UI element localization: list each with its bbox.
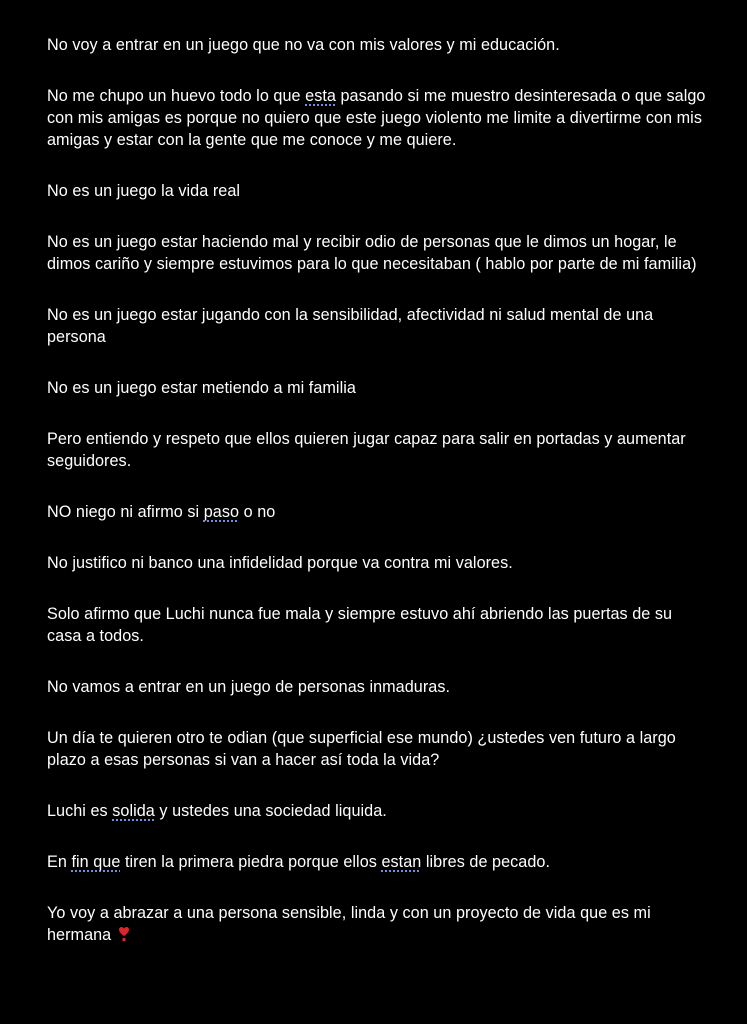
paragraph-text: No voy a entrar en un juego que no va con mis valores y mi educación. <box>47 36 560 54</box>
paragraph <box>47 428 707 472</box>
spellcheck-flagged-word: fin que <box>71 853 121 871</box>
paragraph-text: o no <box>239 503 276 521</box>
paragraph-text: No es un juego la vida real <box>47 182 241 200</box>
paragraph-text: No es un juego estar metiendo a mi familia <box>47 379 356 397</box>
paragraph-text: No es un juego estar haciendo mal y recibir odio de personas que le dimos un hogar, le dimos cariño y siempre estuvimos para lo que necesitaban ( hablo por parte de mi familia) <box>47 233 697 273</box>
paragraph <box>47 603 707 647</box>
paragraph <box>47 34 707 56</box>
paragraph <box>47 377 707 399</box>
paragraph-text: Pero entiendo y respeto que ellos quieren jugar capaz para salir en portadas y aumentar seguidores. <box>47 430 686 470</box>
paragraph <box>47 501 707 523</box>
paragraph-text: No me chupo un huevo todo lo que <box>47 87 306 105</box>
spellcheck-flagged-word: paso <box>203 503 240 521</box>
paragraph-text: No es un juego estar jugando con la sensibilidad, afectividad ni salud mental de una persona <box>47 306 654 346</box>
paragraph <box>47 727 707 771</box>
paragraph <box>47 851 707 873</box>
spellcheck-flagged-word: esta <box>305 87 336 105</box>
paragraph <box>47 304 707 348</box>
paragraph-text: libres de pecado. <box>421 853 550 871</box>
paragraph <box>47 552 707 574</box>
paragraph <box>47 676 707 698</box>
paragraph-text: NO niego ni afirmo si <box>47 503 204 521</box>
paragraph <box>47 85 707 151</box>
paragraph-text: pasando si me muestro desinteresada o que salgo con mis amigas es porque no quiero que este juego violento me limite a divertirme con mis amigas y estar con la gente que me conoce y me quiere. <box>47 87 706 149</box>
document-body <box>47 34 707 975</box>
paragraph <box>47 800 707 822</box>
paragraph-text: Solo afirmo que Luchi nunca fue mala y siempre estuvo ahí abriendo las puertas de su casa a todos. <box>47 605 673 645</box>
paragraph <box>47 231 707 275</box>
paragraph <box>47 902 707 946</box>
heavy-heart-exclamation-icon <box>118 926 130 942</box>
paragraph-text: y ustedes una sociedad liquida. <box>154 802 387 820</box>
paragraph <box>47 180 707 202</box>
paragraph-text: No vamos a entrar en un juego de personas inmaduras. <box>47 678 451 696</box>
paragraph-text: Yo voy a abrazar a una persona sensible, linda y con un proyecto de vida que es mi hermana <box>47 904 651 944</box>
paragraph-text: En <box>47 853 72 871</box>
paragraph-text: No justifico ni banco una infidelidad porque va contra mi valores. <box>47 554 513 572</box>
spellcheck-flagged-word: solida <box>112 802 155 820</box>
paragraph-text: tiren la primera piedra porque ellos <box>120 853 382 871</box>
spellcheck-flagged-word: estan <box>381 853 422 871</box>
paragraph-text: Luchi es <box>47 802 113 820</box>
paragraph-text: Un día te quieren otro te odian (que superficial ese mundo) ¿ustedes ven futuro a largo plazo a esas personas si van a hacer así toda la vida? <box>47 729 676 769</box>
